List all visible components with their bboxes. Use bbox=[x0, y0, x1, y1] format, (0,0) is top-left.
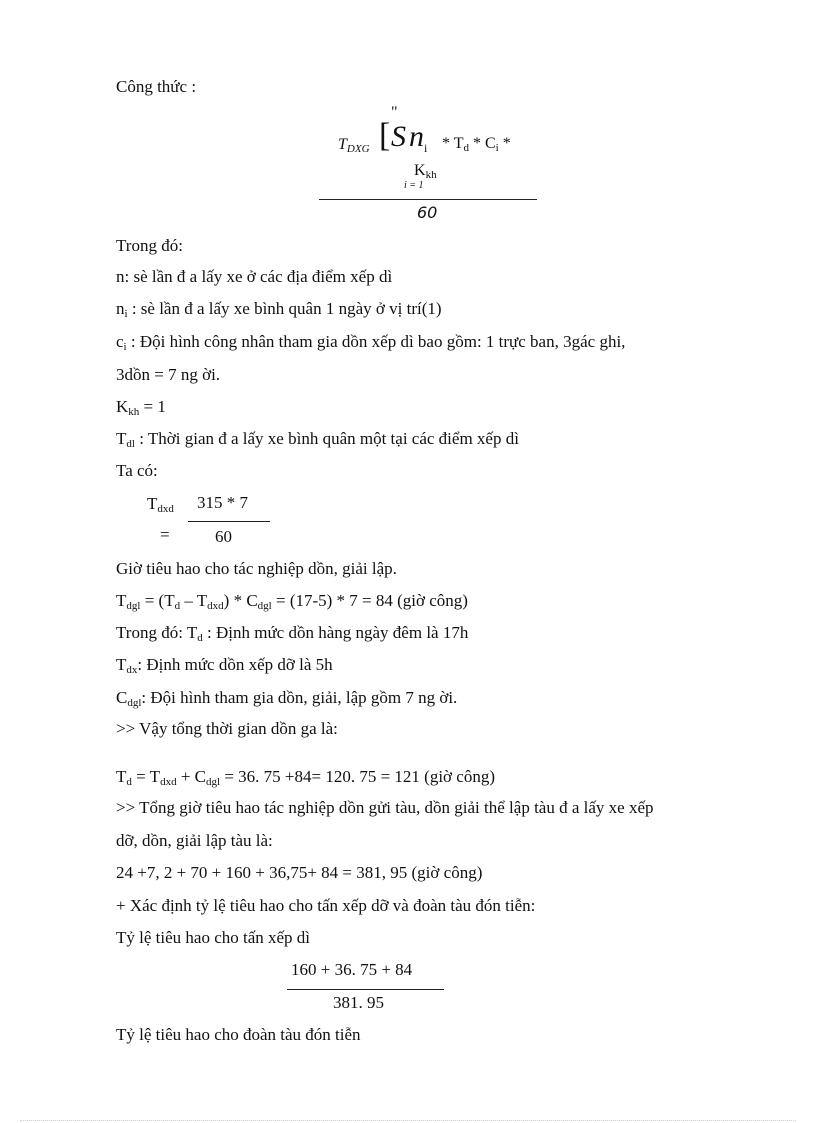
ta-co: Ta có: bbox=[116, 461, 158, 480]
gio-tieu-hao: Giờ tiêu hao cho tác nghiệp dồn, giải lập. bbox=[116, 559, 397, 578]
tdgl-equation: $T_{dgl} = (T_d - T_{dxd}) * C_{dgl} = (17-5) * 7 = 84$ (giờ công) bbox=[116, 591, 468, 612]
ci-definition: $c_i$ : Đội hình công nhân tham gia dồn xếp dì bao gồm: 1 trực ban, 3gác ghi, bbox=[116, 332, 626, 353]
sum-lower-limit: i = 1 bbox=[404, 180, 424, 191]
formula-2-equals: = bbox=[160, 525, 170, 544]
fraction-bar-2 bbox=[188, 521, 270, 522]
kkh-definition: $K_{kh} = 1$ bbox=[116, 397, 166, 418]
ci-definition-cont: 3dồn = 7 ng ời. bbox=[116, 365, 221, 384]
fraction-bar-1 bbox=[319, 199, 537, 200]
formula-1-denominator: 60 bbox=[417, 203, 438, 222]
cdgl-definition: $C_{dgl}$: Đội hình tham gia dồn, giải, lập gồm 7 ng ời. bbox=[116, 688, 458, 709]
formula-2-denominator: 60 bbox=[215, 527, 232, 546]
formula-terms: * $T_d * C_i$ * bbox=[442, 135, 511, 154]
formula-lhs: $T_{DXG}$ bbox=[338, 136, 370, 155]
xac-dinh: + Xác định tỷ lệ tiêu hao cho tấn xếp dỡ và đoàn tàu đón tiễn: bbox=[116, 896, 536, 915]
open-bracket: [ bbox=[379, 117, 391, 154]
formula-2-numerator: 315 * 7 bbox=[197, 493, 248, 512]
sigma-n: $n_i$ bbox=[409, 120, 428, 155]
k-kh: $K_{kh}$ bbox=[414, 162, 437, 181]
tong-gio-line-2: dỡ, dồn, giải lập tàu là: bbox=[116, 831, 273, 850]
tdx-definition: $T_{dx}$: Định mức dồn xếp dỡ là 5h bbox=[116, 655, 333, 676]
formula-3-numerator: 160 + 36. 75 + 84 bbox=[291, 960, 413, 979]
trong-do: Trong đó: bbox=[116, 236, 183, 255]
td-equation: $T_d = T_{dxd} + C_{dgl} = 36$. 75 +84= 120. 75 = 121 (giờ công) bbox=[116, 767, 495, 788]
ty-le-xep-do: Tỷ lệ tiêu hao cho tấn xếp dì bbox=[116, 928, 311, 947]
td-definition: Trong đó: $T_d$ : Định mức dồn hàng ngày đêm là 17h bbox=[116, 623, 469, 644]
ni-definition: $n_i$ : sè lần đ a lấy xe bình quân 1 ngày ở vị trí(1) bbox=[116, 299, 442, 320]
formula-2-lhs: $T_{dxd}$ bbox=[147, 494, 174, 515]
n-definition: n: sè lần đ a lấy xe ở các địa điểm xếp dì bbox=[116, 267, 393, 286]
fraction-bar-3 bbox=[287, 989, 444, 990]
ty-le-doan-tau: Tỷ lệ tiêu hao cho đoàn tàu đón tiễn bbox=[116, 1025, 361, 1044]
tdl-definition: $T_{dl}$ : Thời gian đ a lấy xe bình quân một tại các điểm xếp dì bbox=[116, 429, 519, 450]
vay-tong: >> Vậy tổng thời gian dồn ga là: bbox=[116, 719, 338, 738]
tong-gio-line-1: >> Tổng giờ tiêu hao tác nghiệp dồn gửi tàu, dồn giải thể lập tàu đ a lấy xe xếp bbox=[116, 798, 654, 817]
formula-3-denominator: 381. 95 bbox=[333, 993, 384, 1012]
sum-line: 24 +7, 2 + 70 + 160 + 36,75+ 84 = 381, 95 (giờ công) bbox=[116, 863, 483, 882]
heading: Công thức : bbox=[116, 77, 197, 96]
sum-upper-limit: " bbox=[391, 104, 398, 121]
sigma-s: S bbox=[391, 120, 406, 153]
page-bottom-edge bbox=[20, 1120, 796, 1121]
